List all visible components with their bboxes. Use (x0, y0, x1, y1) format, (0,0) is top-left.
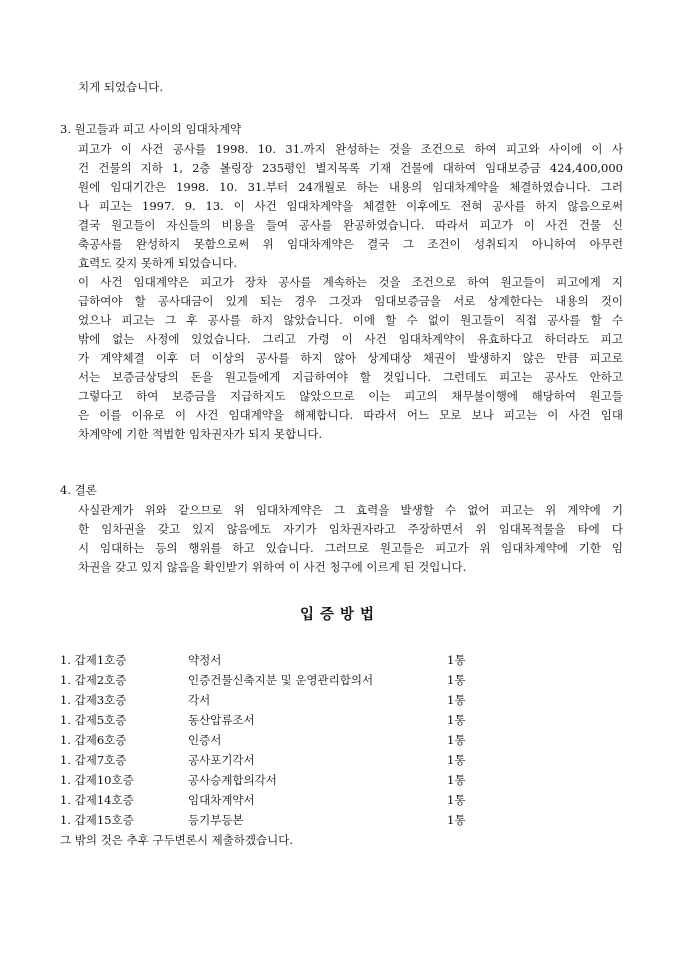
section-3-heading: 3. 원고들과 피고 사이의 임대차계약 (60, 122, 242, 136)
evidence-item (60, 651, 480, 670)
paragraph-line: 시 임대하는 등의 행위를 하고 있습니다. 그러므로 원고들은 피고가 위 임대차계약에 기한 임 (78, 541, 623, 555)
evidence-name: 인증서 (188, 733, 222, 747)
paragraph-line: 급하여야 할 공사대금이 있게 되는 경우 그것과 임대보증금을 서로 상계한다는 내용의 것이 (78, 294, 623, 308)
paragraph-line: 은 이를 이유로 이 사건 임대계약을 해제합니다. 따라서 어느 모로 보나 피고는 이 사건 임대 (78, 408, 623, 422)
evidence-number: 1. 갑제10호증 (60, 773, 134, 787)
evidence-name: 등기부등본 (188, 813, 244, 827)
evidence-item (60, 731, 480, 750)
paragraph-line: 원에 임대기간은 1998. 10. 31.부터 24개월로 하는 내용의 임대차계약을 체결하였습니다. 그러 (78, 180, 623, 194)
evidence-name: 각서 (188, 693, 211, 707)
evidence-name: 인증건물신축지분 및 운영관리합의서 (188, 673, 374, 687)
evidence-number: 1. 갑제5호증 (60, 713, 127, 727)
paragraph-line: 이 사건 임대계약은 피고가 장차 공사를 계속하는 것을 조건으로 하여 원고들이 피고에게 지 (78, 275, 623, 289)
evidence-number: 1. 갑제1호증 (60, 653, 127, 667)
evidence-count: 1통 (447, 793, 466, 807)
evidence-count: 1통 (447, 773, 466, 787)
paragraph-line: 서는 보증금상당의 돈을 원고들에게 지급하여야 할 것입니다. 그런데도 피고는 공사도 안하고 (78, 370, 623, 384)
evidence-number: 1. 갑제6호증 (60, 733, 127, 747)
paragraph-line: 효력도 갖지 못하게 되었습니다. (78, 256, 238, 270)
paragraph-line: 었으나 피고는 그 후 공사를 하지 않았습니다. 이에 할 수 없이 원고들이 직접 공사를 할 수 (78, 313, 623, 327)
paragraph-line: 가 계약체결 이후 더 이상의 공사를 하지 않아 상계대상 채권이 발생하지 않은 만큼 피고로 (78, 351, 623, 365)
evidence-item (60, 751, 480, 770)
evidence-title: 입증방법 (299, 606, 381, 623)
evidence-name: 공사승계합의각서 (188, 773, 277, 787)
paragraph-line: 사실관계가 위와 같으므로 위 임대차계약은 그 효력을 발생할 수 없어 피고는 위 계약에 기 (78, 503, 623, 517)
paragraph-line: 한 임차권을 갖고 있지 않음에도 자기가 임차권자라고 주장하면서 위 임대목적물을 타에 다 (78, 522, 623, 536)
paragraph-line: 건 건물의 지하 1, 2층 볼링장 235평인 별지목록 기재 건물에 대하여 임대보증금 424,400,000 (78, 161, 623, 175)
evidence-item (60, 771, 480, 790)
paragraph-line: 밖에 없는 사정에 있었습니다. 그리고 가령 이 사건 임대차계약이 유효하다고 하더라도 피고 (78, 332, 623, 346)
evidence-name: 동산압류조서 (188, 713, 255, 727)
evidence-item (60, 791, 480, 810)
evidence-number: 1. 갑제14호증 (60, 793, 134, 807)
evidence-count: 1통 (447, 693, 466, 707)
paragraph-line: 피고가 이 사건 공사를 1998. 10. 31.까지 완성하는 것을 조건으로 하여 피고와 사이에 이 사 (78, 142, 623, 156)
evidence-number: 1. 갑제7호증 (60, 753, 127, 767)
evidence-item (60, 691, 480, 710)
section-4-heading: 4. 결론 (60, 483, 97, 497)
evidence-name: 임대차계약서 (188, 793, 255, 807)
paragraph-line: 나 피고는 1997. 9. 13. 이 사건 임대차계약을 체결한 이후에도 전혀 공사를 하지 않음으로써 (78, 199, 623, 213)
paragraph-line: 차계약에 기한 적법한 임차권자가 되지 못합니다. (78, 427, 323, 441)
evidence-number: 1. 갑제2호증 (60, 673, 127, 687)
evidence-count: 1통 (447, 733, 466, 747)
evidence-count: 1통 (447, 813, 466, 827)
paragraph-line: 차권을 갖고 있지 않음을 확인받기 위하여 이 사건 청구에 이르게 된 것입니다. (78, 560, 467, 574)
evidence-count: 1통 (447, 753, 466, 767)
paragraph-line: 축공사를 완성하지 못함으로써 위 임대차계약은 결국 그 조건이 성취되지 아니하여 아무런 (78, 237, 623, 251)
closing-statement: 그 밖의 것은 추후 구두변론시 제출하겠습니다. (60, 833, 294, 847)
evidence-count: 1통 (447, 673, 466, 687)
evidence-item (60, 811, 480, 830)
evidence-count: 1통 (447, 653, 466, 667)
evidence-name: 공사포기각서 (188, 753, 255, 767)
evidence-item (60, 671, 480, 690)
evidence-name: 약정서 (188, 653, 222, 667)
intro-line: 치게 되었습니다. (78, 80, 164, 94)
evidence-count: 1통 (447, 713, 466, 727)
evidence-number: 1. 갑제3호증 (60, 693, 127, 707)
paragraph-line: 그렇다고 하여 보증금을 지급하지도 않았으므로 이는 피고의 채무불이행에 해당하여 원고들 (78, 389, 623, 403)
evidence-item (60, 711, 480, 730)
paragraph-line: 결국 원고들이 자신들의 비용을 들여 공사를 완공하였습니다. 따라서 피고가 이 사건 건물 신 (78, 218, 623, 232)
evidence-number: 1. 갑제15호증 (60, 813, 134, 827)
